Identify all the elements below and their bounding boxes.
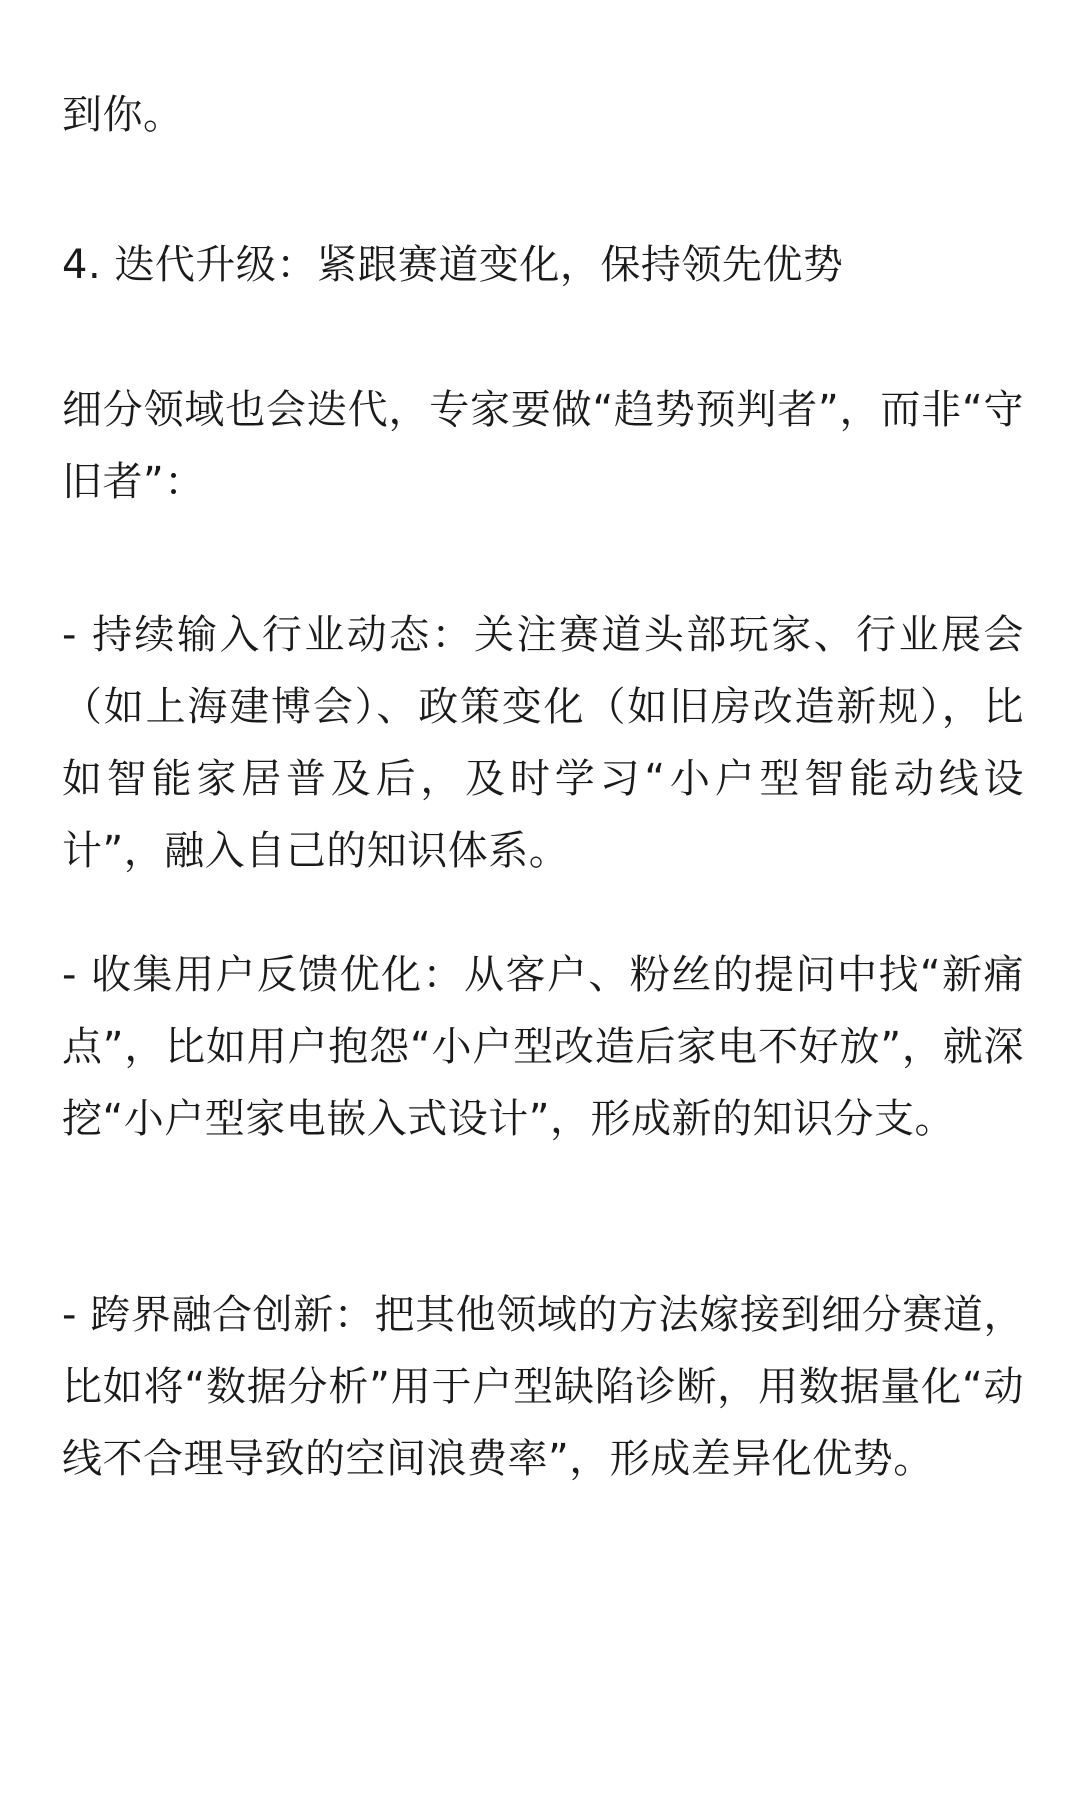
bullet-industry-trends: - 持续输入行业动态：关注赛道头部玩家、行业展会（如上海建博会）、政策变化（如旧房改造新规），比如智能家居普及后，及时学习“小户型智能动线设计”，融入自己的知识体系。: [62, 612, 1024, 874]
bullet-user-feedback: - 收集用户反馈优化：从客户、粉丝的提问中找“新痛点”，比如用户抱怨“小户型改造后家电不好放”，就深挖“小户型家电嵌入式设计”，形成新的知识分支。: [62, 952, 1024, 1142]
paragraph-intro: 细分领域也会迭代，专家要做“趋势预判者”，而非“守旧者”：: [62, 387, 1024, 505]
paragraph-continuation: 到你。: [62, 92, 184, 138]
section-heading: 4. 迭代升级：紧跟赛道变化，保持领先优势: [62, 242, 844, 288]
bullet-cross-innovation: - 跨界融合创新：把其他领域的方法嫁接到细分赛道，比如将“数据分析”用于户型缺陷诊断，用数据量化“动线不合理导致的空间浪费率”，形成差异化优势。: [62, 1292, 1024, 1482]
